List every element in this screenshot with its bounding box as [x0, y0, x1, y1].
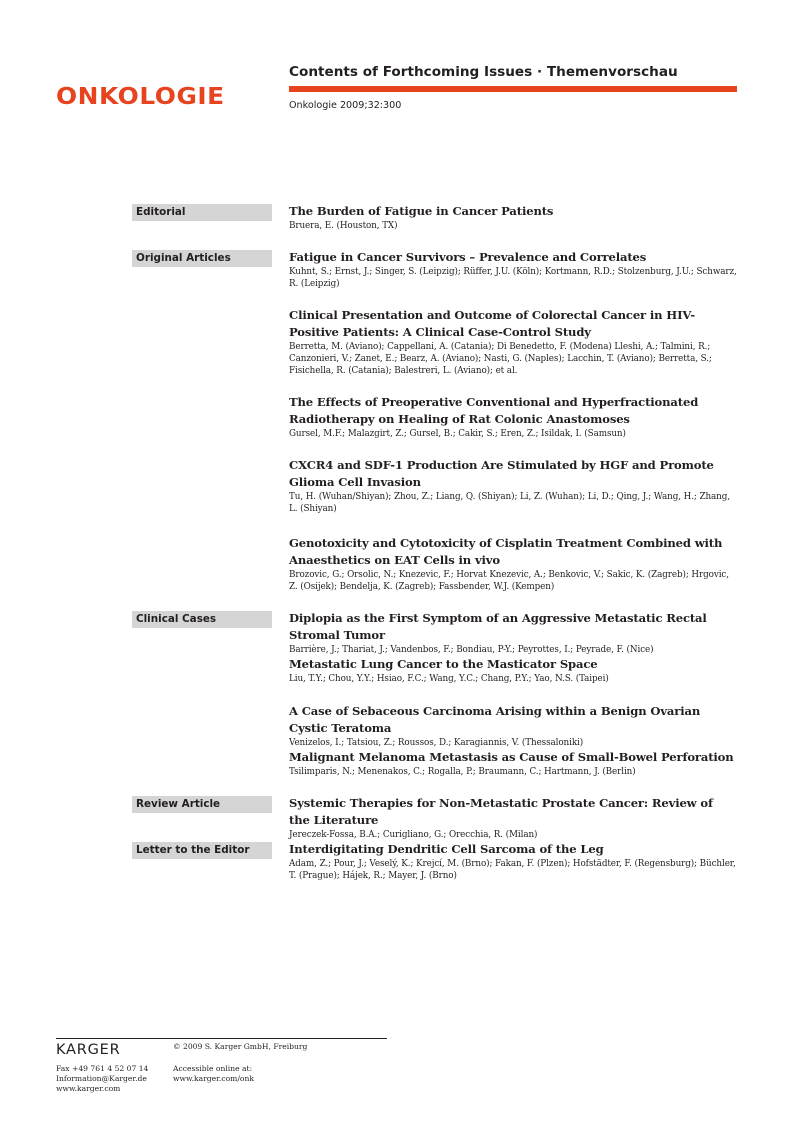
entry-authors: Adam, Z.; Pour, J.; Veselý, K.; Krejcí, M. (Brno); Fakan, F. (Plzen); Hofstädter, F. (Regensburg); Büchler, T. (Prague); Hájek, R.; Mayer, J. (Brno) [289, 859, 736, 881]
fax-number: Fax +49 761 4 52 07 14 [56, 1064, 149, 1073]
entry-title: Systemic Therapies for Non-Metastatic Prostate Cancer: Review of the Literature [289, 796, 713, 827]
entry-editorial-fatigue [289, 203, 737, 232]
entry-radiotherapy-anastomoses [289, 394, 737, 440]
entry-cxcr4-glioma [289, 457, 737, 515]
accessible-url-link[interactable]: www.karger.com/onk [173, 1074, 254, 1083]
section-label-review-article: Review Article [132, 796, 272, 813]
entry-dendritic-sarcoma [289, 841, 737, 882]
entry-title: Diplopia as the First Symptom of an Aggressive Metastatic Rectal Stromal Tumor [289, 611, 707, 642]
email-link[interactable]: Information@Karger.de [56, 1074, 147, 1083]
entry-melanoma-perforation [289, 749, 737, 778]
footer-rule [56, 1038, 387, 1039]
journal-citation: Onkologie 2009;32:300 [289, 100, 402, 111]
website-link[interactable]: www.karger.com [56, 1084, 121, 1093]
publisher-logo: KARGER [56, 1042, 121, 1058]
journal-logo: ONKOLOGIE [56, 84, 225, 110]
entry-title: Malignant Melanoma Metastasis as Cause of Small-Bowel Perforation [289, 750, 734, 764]
entry-authors: Brozovic, G.; Orsolic, N.; Knezevic, F.; Horvat Knezevic, A.; Benkovic, V.; Sakic, K. (Zagreb); Hrgovic, Z. (Osijek); Bendelja, K. (Zagreb); Fassbender, W.J. (Kempen) [289, 570, 729, 592]
entry-title: Interdigitating Dendritic Cell Sarcoma of the Leg [289, 842, 604, 856]
accessible-label: Accessible online at: [173, 1064, 253, 1073]
entry-authors: Venizelos, I.; Tatsiou, Z.; Roussos, D.; Karagiannis, V. (Thessaloniki) [289, 738, 584, 748]
entry-cisplatin-eat [289, 535, 737, 593]
page-title: Contents of Forthcoming Issues · Themenvorschau [289, 64, 678, 80]
entry-authors: Tsilimparis, N.; Menenakos, C.; Rogalla, P.; Braumann, C.; Hartmann, J. (Berlin) [289, 767, 636, 777]
entry-colorectal-hiv [289, 307, 737, 377]
header-rule [289, 86, 737, 92]
entry-authors: Berretta, M. (Aviano); Cappellani, A. (Catania); Di Benedetto, F. (Modena) Lleshi, A.; Talmini, R.; Canzonieri, V.; Zanet, E.; Bearz, A. (Aviano); Nasti, G. (Naples); Lacchin, T. (Aviano); Berretta, S.; Fisichella, R. (Catania); Balestreri, L. (Aviano); et al. [289, 342, 712, 376]
section-label-clinical-cases: Clinical Cases [132, 611, 272, 628]
entry-masticator-space [289, 656, 737, 685]
entry-title: The Effects of Preoperative Conventional and Hyperfractionated Radiotherapy on Healing of Rat Colonic Anastomoses [289, 395, 699, 426]
entry-title: Clinical Presentation and Outcome of Colorectal Cancer in HIV-Positive Patients: A Clinical Case-Control Study [289, 308, 696, 339]
entry-title: Genotoxicity and Cytotoxicity of Cisplatin Treatment Combined with Anaesthetics on EAT Cells in vivo [289, 536, 723, 567]
entry-prostate-review [289, 795, 737, 841]
entry-fatigue-survivors [289, 249, 737, 290]
entry-title: A Case of Sebaceous Carcinoma Arising within a Benign Ovarian Cystic Teratoma [289, 704, 701, 735]
entry-authors: Tu, H. (Wuhan/Shiyan); Zhou, Z.; Liang, Q. (Shiyan); Li, Z. (Wuhan); Li, D.; Qing, J.; Wang, H.; Zhang, L. (Shiyan) [289, 492, 730, 514]
entry-title: Metastatic Lung Cancer to the Masticator Space [289, 657, 598, 671]
section-label-original-articles: Original Articles [132, 250, 272, 267]
entry-authors: Gursel, M.F.; Malazgirt, Z.; Gursel, B.; Cakir, S.; Eren, Z.; Isildak, I. (Samsun) [289, 429, 626, 439]
entry-authors: Barrière, J.; Thariat, J.; Vandenbos, F.; Bondiau, P-Y.; Peyrottes, I.; Peyrade, F. (Nice) [289, 645, 654, 655]
entry-title: The Burden of Fatigue in Cancer Patients [289, 204, 554, 218]
entry-sebaceous-carcinoma [289, 703, 737, 749]
copyright: © 2009 S. Karger GmbH, Freiburg [173, 1042, 308, 1051]
entry-authors: Jereczek-Fossa, B.A.; Curigliano, G.; Orecchia, R. (Milan) [289, 830, 538, 840]
entry-diplopia [289, 610, 737, 656]
entry-title: Fatigue in Cancer Survivors – Prevalence and Correlates [289, 250, 647, 264]
entry-authors: Kuhnt, S.; Ernst, J.; Singer, S. (Leipzig); Rüffer, J.U. (Köln); Kortmann, R.D.; Stolzenburg, J.U.; Schwarz, R. (Leipzig) [289, 267, 737, 289]
entry-authors: Liu, T.Y.; Chou, Y.Y.; Hsiao, F.C.; Wang, Y.C.; Chang, P.Y.; Yao, N.S. (Taipei) [289, 674, 609, 684]
entry-title: CXCR4 and SDF-1 Production Are Stimulated by HGF and Promote Glioma Cell Invasion [289, 458, 714, 489]
entry-authors: Bruera, E. (Houston, TX) [289, 221, 398, 231]
section-label-letter-to-the-editor: Letter to the Editor [132, 842, 272, 859]
section-label-editorial: Editorial [132, 204, 272, 221]
